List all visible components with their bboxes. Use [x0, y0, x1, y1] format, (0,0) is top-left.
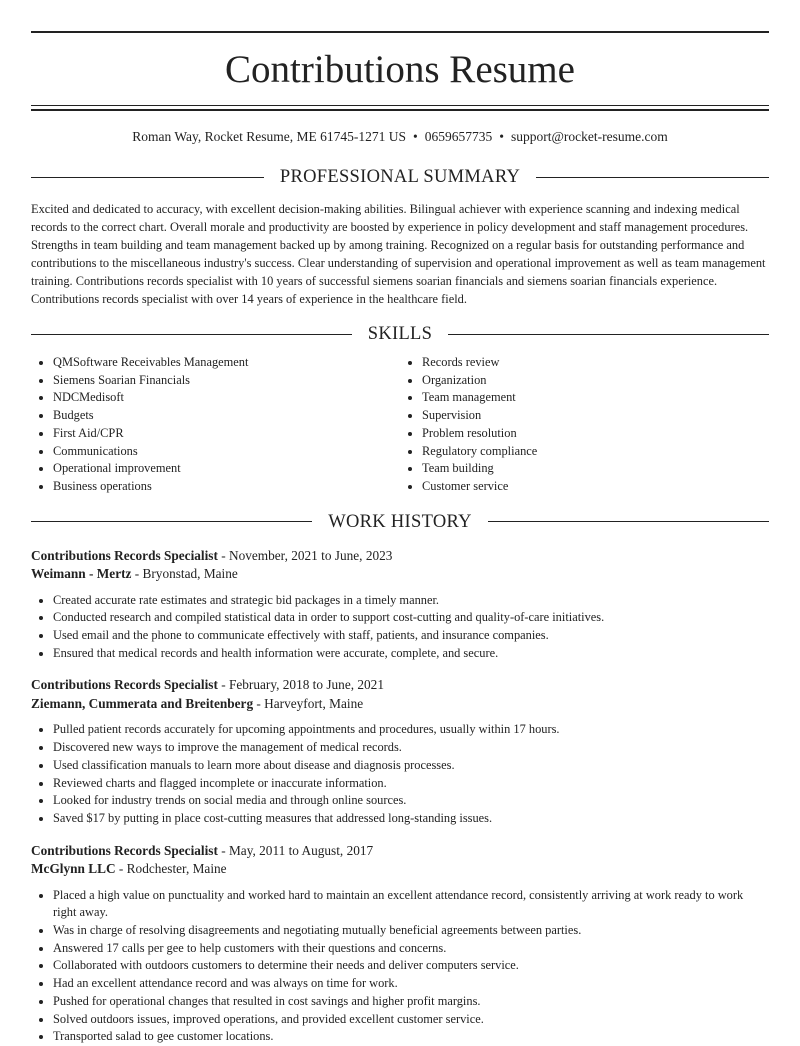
job-bullet: • Transported salad to gee customer locations. — [53, 1028, 769, 1046]
job-entry — [31, 547, 769, 663]
contact-line — [31, 127, 769, 147]
job-title: Contributions Records Specialist — [31, 842, 218, 858]
top-rule — [31, 31, 769, 33]
job-dates: - November, 2021 to June, 2023 — [217, 547, 393, 563]
heading-rule-right — [488, 521, 769, 522]
job-bullet: • Was in charge of resolving disagreements and negotiating mutually beneficial agreements between parties. — [53, 922, 769, 940]
skills-columns — [31, 354, 769, 496]
job-location: - Bryonstad, Maine — [131, 566, 238, 582]
job-company-line — [31, 695, 769, 714]
job-bullet: • Solved outdoors issues, improved operations, and provided excellent customer service. — [53, 1011, 769, 1029]
skill-item: • Operational improvement — [53, 460, 400, 478]
job-location: - Rodchester, Maine — [115, 861, 227, 877]
skill-item: • QMSoftware Receivables Management — [53, 354, 400, 372]
skill-item: • Team management — [422, 389, 769, 407]
skill-item: • Regulatory compliance — [422, 443, 769, 461]
job-location: - Harveyfort, Maine — [253, 695, 364, 711]
page-title: Contributions Resume — [225, 48, 575, 91]
skill-item: • Business operations — [53, 478, 400, 496]
job-bullets — [31, 592, 769, 663]
contact-address: Roman Way, Rocket Resume, ME 61745-1271 US — [132, 129, 407, 144]
skill-item: • Problem resolution — [422, 425, 769, 443]
contact-separator: • — [413, 129, 418, 144]
job-bullet: • Reviewed charts and flagged incomplete or inaccurate information. — [53, 775, 769, 793]
job-entry — [31, 676, 769, 827]
job-bullet: • Collaborated with outdoors customers to determine their needs and deliver computers service. — [53, 957, 769, 975]
skill-item: • Organization — [422, 372, 769, 390]
job-dates: - May, 2011 to August, 2017 — [217, 842, 374, 858]
job-dates: - February, 2018 to June, 2021 — [217, 677, 384, 693]
job-bullet: • Created accurate rate estimates and strategic bid packages in a timely manner. — [53, 592, 769, 610]
skill-item: • Customer service — [422, 478, 769, 496]
skill-item: • Communications — [53, 443, 400, 461]
job-bullet: • Used classification manuals to learn more about disease and diagnosis processes. — [53, 757, 769, 775]
job-title-line — [31, 547, 769, 566]
job-bullets — [31, 887, 769, 1046]
job-company: Weimann - Mertz — [31, 566, 132, 582]
resume-page — [31, 0, 769, 1046]
heading-rule-left — [31, 177, 264, 178]
heading-rule-right — [536, 177, 769, 178]
work-heading-label: WORK HISTORY — [328, 511, 472, 532]
job-bullet: • Ensured that medical records and health information were accurate, complete, and secure. — [53, 645, 769, 663]
job-company-line — [31, 565, 769, 584]
heading-rule-right — [448, 334, 769, 335]
title-double-rule — [31, 105, 769, 111]
summary-heading — [31, 165, 769, 189]
summary-text: Excited and dedicated to accuracy, with excellent decision-making abilities. Bilingual achiever with experience scanning and indexing medical records to the correct chart. Overall morale and productivity are boosted by experience in policy development and staff management procedures. Strengths in team building and team management backed up by among training. Recognized on a regular basis for outstanding performance and contributions to the miscellaneous industry's success. Clear understanding of supervision and operational improvement as well as team management training. Contributions records specialist with 10 years of successful siemens soarian financials and siemens soarian financials experience. Contributions records specialist with over 14 years of experience in the healthcare field. — [31, 202, 766, 306]
contact-email: support@rocket-resume.com — [510, 129, 668, 144]
job-title: Contributions Records Specialist — [31, 547, 218, 563]
job-entry — [31, 842, 769, 1046]
job-bullet: • Placed a high value on punctuality and worked hard to maintain an excellent attendance record, consistently arriving at work ready to work right away. — [53, 887, 769, 922]
job-title-line — [31, 842, 769, 861]
skill-item: • Budgets — [53, 407, 400, 425]
job-bullet: • Looked for industry trends on social media and through online sources. — [53, 792, 769, 810]
job-bullet: • Pushed for operational changes that resulted in cost savings and higher profit margins. — [53, 993, 769, 1011]
skill-item: • NDCMedisoft — [53, 389, 400, 407]
skill-item: • Records review — [422, 354, 769, 372]
job-bullet: • Had an excellent attendance record and was always on time for work. — [53, 975, 769, 993]
job-company-line — [31, 860, 769, 879]
job-bullet: • Answered 17 calls per gee to help customers with their questions and concerns. — [53, 940, 769, 958]
skills-heading-label: SKILLS — [367, 324, 433, 344]
skill-item: • First Aid/CPR — [53, 425, 400, 443]
contact-separator: • — [499, 129, 504, 144]
job-title: Contributions Records Specialist — [31, 677, 218, 693]
job-bullet: • Pulled patient records accurately for upcoming appointments and procedures, usually within 17 hours. — [53, 721, 769, 739]
job-company: Ziemann, Cummerata and Breitenberg — [31, 695, 254, 711]
job-bullet: • Conducted research and compiled statistical data in order to support cost-cutting and quality-of-care initiatives. — [53, 609, 769, 627]
heading-rule-left — [31, 334, 352, 335]
skills-heading — [31, 322, 769, 346]
work-heading — [31, 510, 769, 534]
skill-item: • Supervision — [422, 407, 769, 425]
contact-phone: 0659657735 — [424, 129, 493, 144]
heading-rule-left — [31, 521, 312, 522]
job-bullet: • Saved $17 by putting in place cost-cutting measures that addressed long-standing issues. — [53, 810, 769, 828]
job-bullet: • Used email and the phone to communicate effectively with staff, patients, and insurance companies. — [53, 627, 769, 645]
summary-heading-label: PROFESSIONAL SUMMARY — [279, 167, 521, 187]
job-bullet: • Discovered new ways to improve the management of medical records. — [53, 739, 769, 757]
job-company: McGlynn LLC — [31, 861, 116, 877]
skills-list-left — [31, 354, 400, 496]
job-bullets — [31, 721, 769, 827]
job-title-line — [31, 676, 769, 695]
skill-item: • Siemens Soarian Financials — [53, 372, 400, 390]
skills-list-right — [400, 354, 769, 496]
work-history-list — [31, 547, 769, 1046]
skill-item: • Team building — [422, 460, 769, 478]
